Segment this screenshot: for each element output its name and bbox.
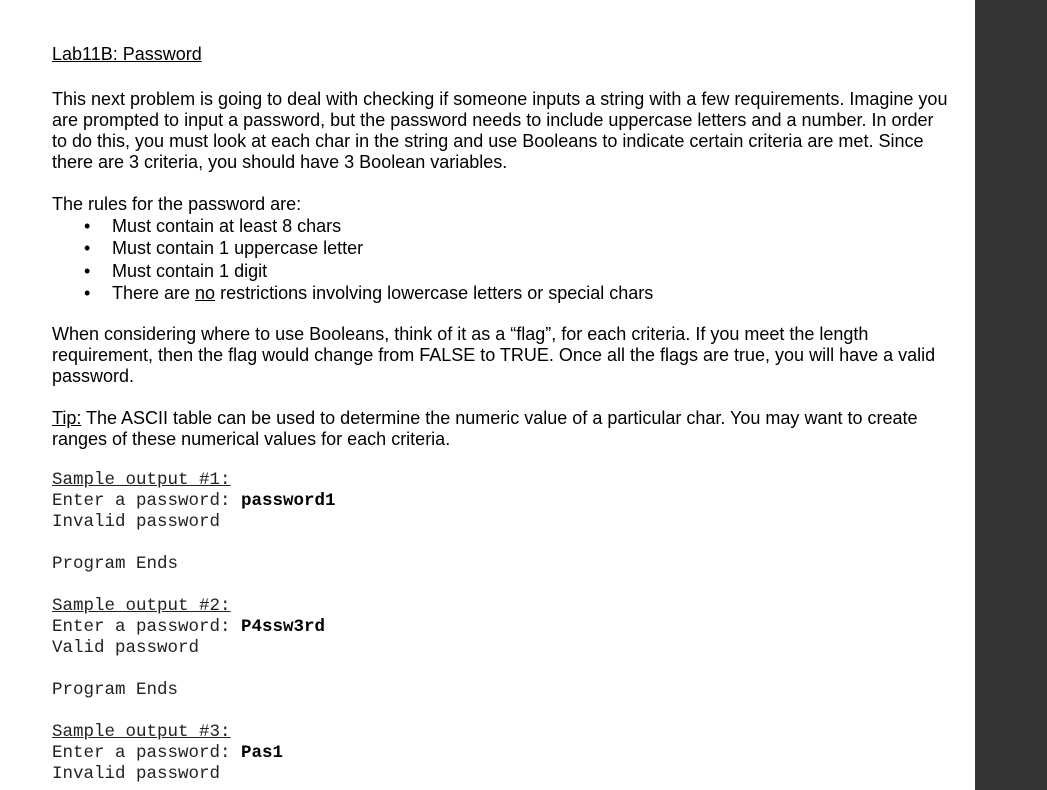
rule-text-after: restrictions involving lowercase letters or special chars [215, 282, 654, 303]
bullet-icon: • [84, 216, 91, 236]
booleans-paragraph: When considering where to use Booleans, think of it as a “flag”, for each criteria. If you meet the length requirement, then the flag would change from FALSE to TRUE. Once all the flags are true, you will have a valid password. [52, 324, 936, 387]
rule-item [52, 260, 952, 282]
sample-output-1 [52, 470, 952, 575]
document-heading: Lab11B: Password [52, 44, 202, 64]
sample-input: P4ssw3rd [241, 617, 326, 638]
dark-side-panel [975, 0, 1047, 790]
rule-text: Must contain 1 digit [112, 260, 268, 281]
bullet-icon: • [84, 260, 91, 281]
bullet-icon: • [84, 282, 91, 303]
sample-prompt-line [52, 743, 952, 764]
sample-input: Pas1 [241, 743, 284, 764]
rules-intro: The rules for the password are: [52, 194, 302, 214]
rule-emphasis: no [195, 282, 216, 303]
sample-result: Invalid password [52, 764, 221, 785]
sample-end: Program Ends [52, 554, 179, 575]
tip-paragraph [52, 408, 952, 450]
rule-item [52, 237, 952, 259]
rule-text: Must contain 1 uppercase letter [112, 238, 364, 259]
document-page [52, 44, 952, 785]
rule-item [52, 215, 952, 237]
rules-list [52, 215, 952, 304]
bullet-icon: • [84, 238, 91, 259]
sample-prompt: Enter a password: [52, 743, 242, 764]
sample-prompt: Enter a password: [52, 491, 242, 512]
rule-text: Must contain at least 8 chars [112, 216, 342, 236]
rule-text-before: There are [112, 282, 196, 303]
sample-output-2 [52, 596, 952, 701]
rule-item [52, 282, 952, 304]
intro-paragraph: This next problem is going to deal with checking if someone inputs a string with a few requirements. Imagine you are prompted to input a password, but the password needs to include uppercase letters and a number. In order to do this, you must look at each char in the string and use Booleans to indicate certain criteria are met. Since there are 3 criteria, you should have 3 Boolean variables. [52, 89, 948, 172]
sample-end: Program Ends [52, 680, 179, 701]
sample-prompt: Enter a password: [52, 617, 242, 638]
sample-result: Invalid password [52, 512, 221, 533]
sample-title: Sample output #2: [52, 596, 231, 617]
sample-prompt-line [52, 491, 952, 512]
tip-text: The ASCII table can be used to determine the numeric value of a particular char. You may want to create ranges of these numerical values for each criteria. [52, 408, 918, 450]
sample-input: password1 [241, 491, 336, 512]
sample-title: Sample output #1: [52, 470, 231, 491]
sample-result: Valid password [52, 638, 200, 659]
tip-label: Tip: [52, 408, 82, 429]
sample-title: Sample output #3: [52, 722, 231, 743]
sample-output-3 [52, 722, 952, 785]
sample-prompt-line [52, 617, 952, 638]
